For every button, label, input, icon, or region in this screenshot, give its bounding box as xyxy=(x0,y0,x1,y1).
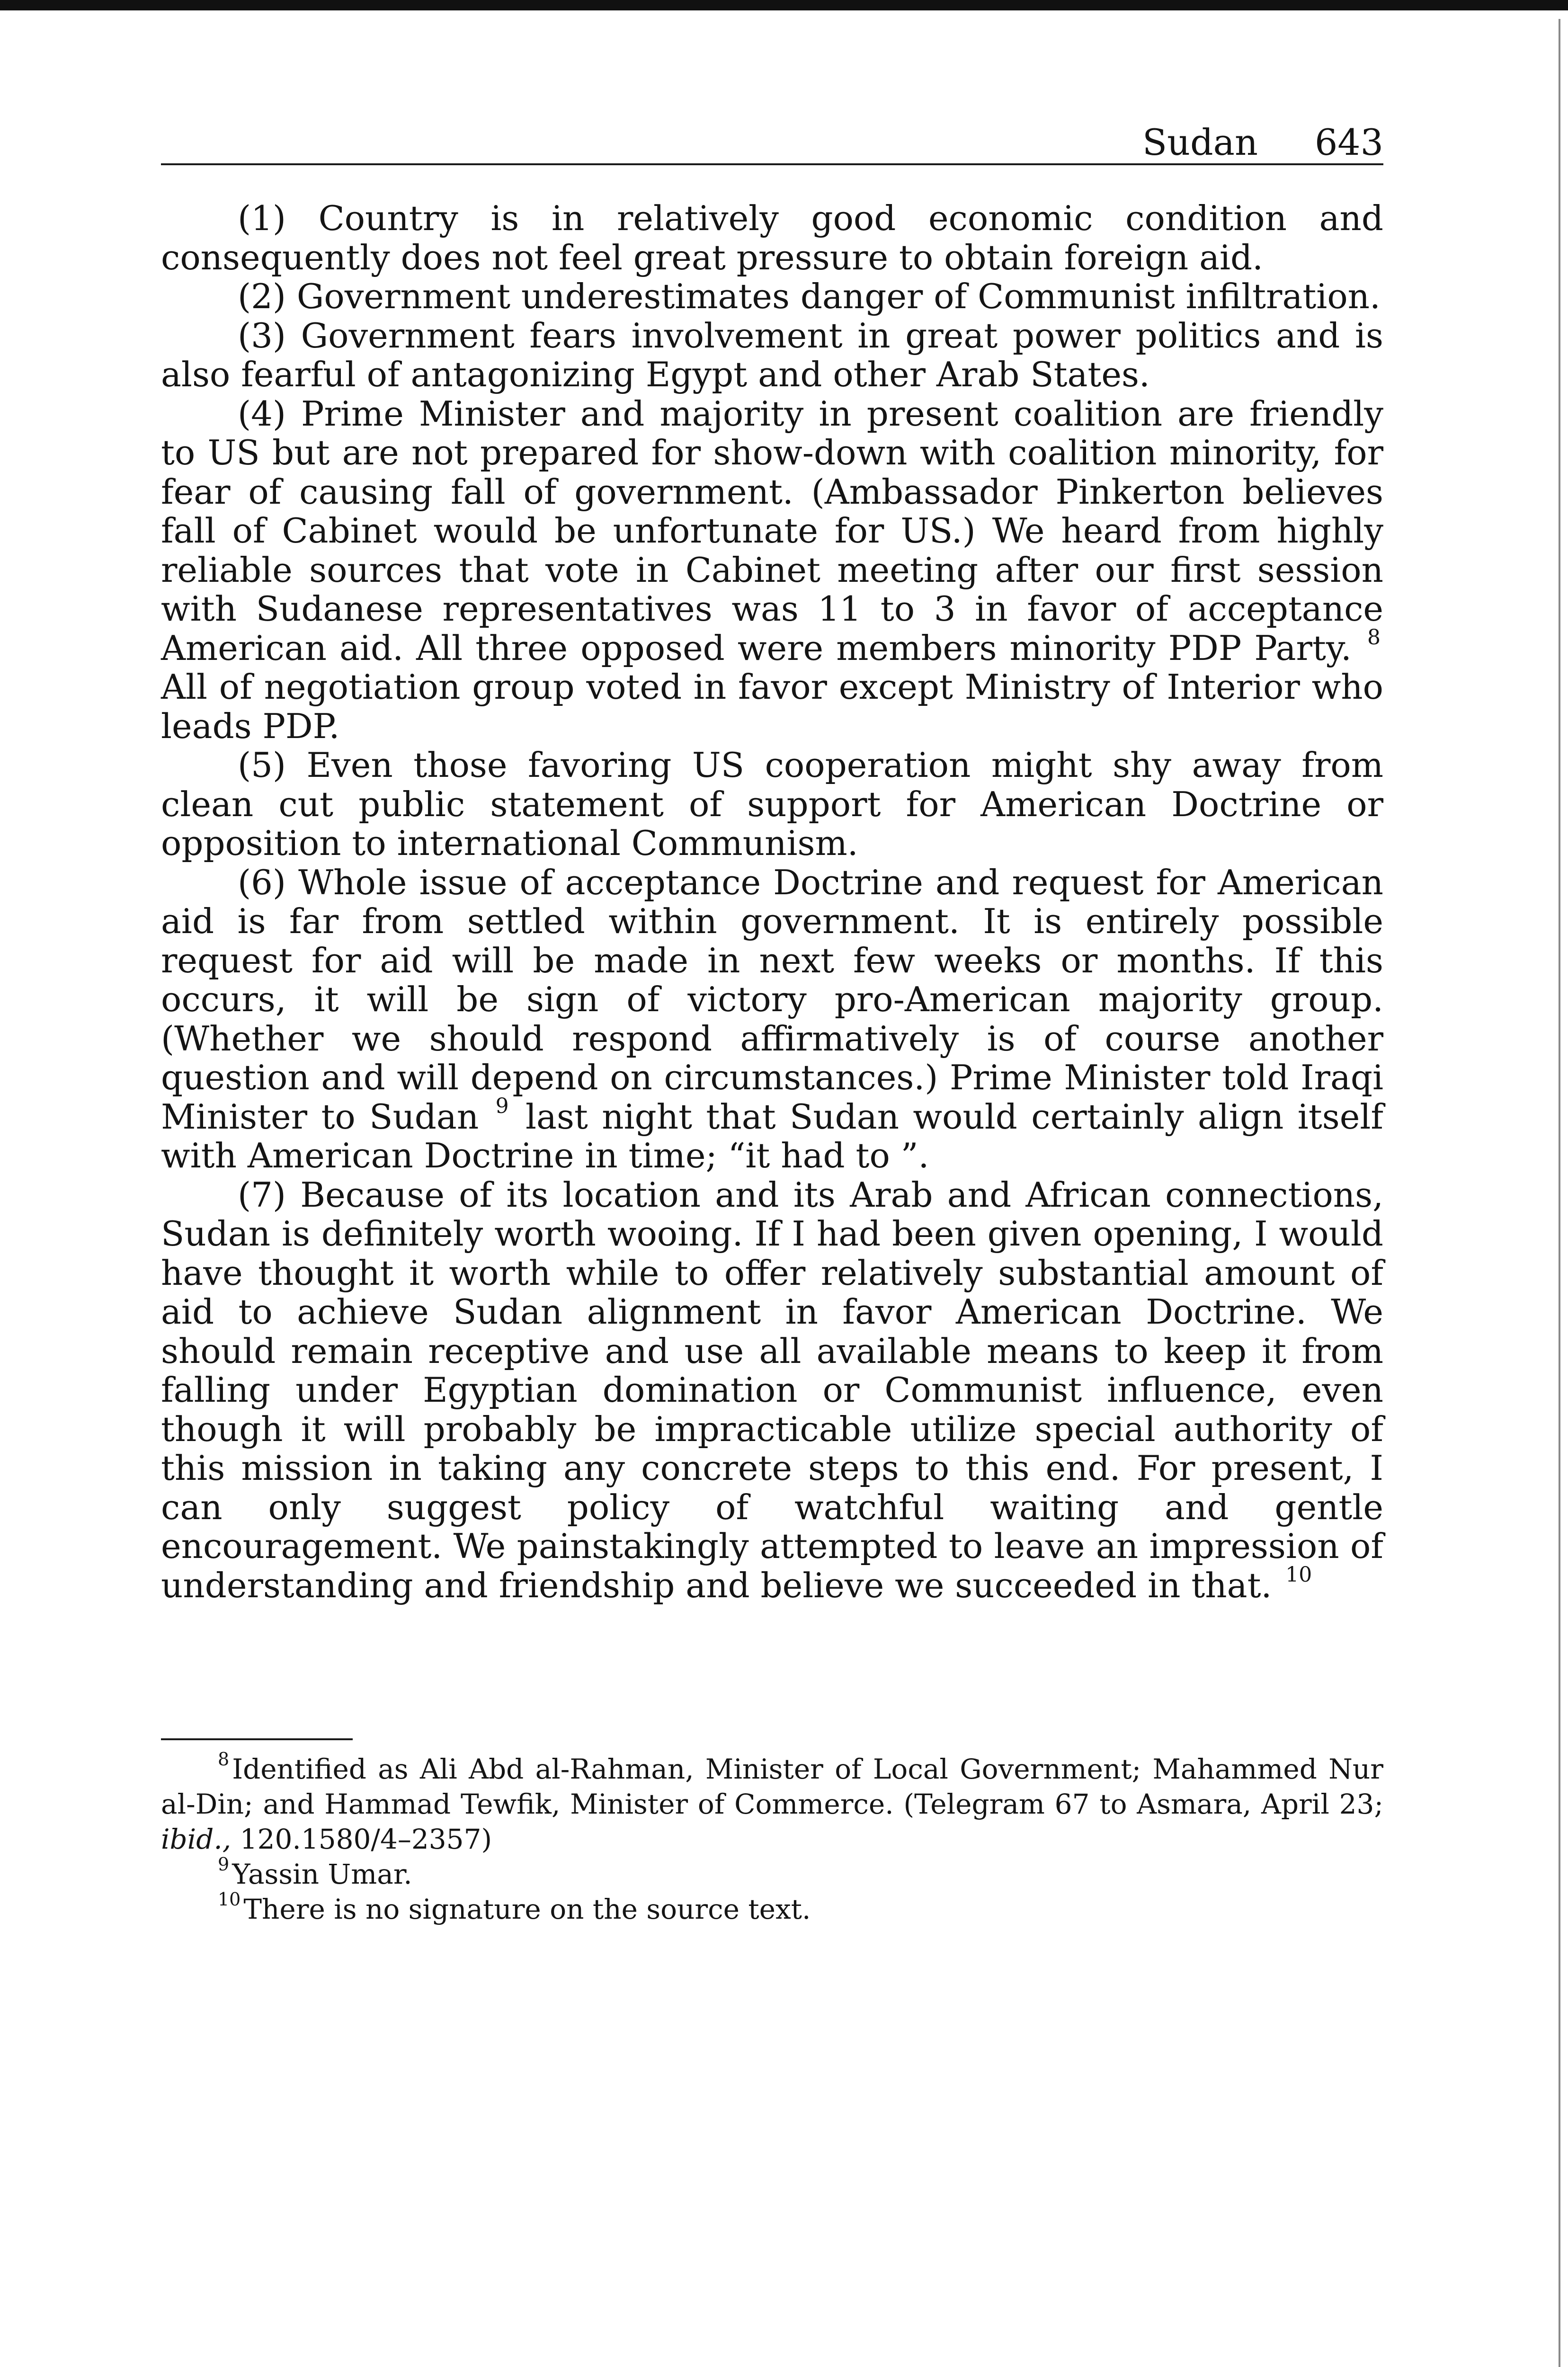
footnote-mark: 8 xyxy=(218,1748,230,1770)
running-title: Sudan xyxy=(1142,121,1258,163)
body-text xyxy=(161,199,1383,1605)
paragraph-text: (6) Whole issue of acceptance Doctrine and request for American aid is far from settled within government. It is entirely possible request for aid will be made in next few weeks or months. If this occurs, it will be sign of victory pro-American majority group. (Whether we should respond affirmatively is of course another question and will depend on circumstances.) Prime Minister told Iraqi Minister to Sudan xyxy=(161,862,1383,1137)
scan-top-border xyxy=(0,0,1568,10)
paragraph-text: last night that Sudan would certainly align itself with American Doctrine in time; “it had to ”. xyxy=(161,1096,1383,1175)
paragraph-text: (5) Even those favoring US cooperation might shy away from clean cut public statement of support for American Doctrine or opposition to international Communism. xyxy=(161,745,1383,863)
paragraph-6 xyxy=(161,863,1383,1175)
footnote-9 xyxy=(161,1853,1383,1892)
running-head xyxy=(1142,121,1383,163)
footnote-ref-10[interactable]: 10 xyxy=(1285,1562,1312,1587)
footnotes xyxy=(161,1748,1383,1927)
paragraph-5 xyxy=(161,746,1383,863)
paragraph-3 xyxy=(161,316,1383,394)
footnote-text: There is no signature on the source text. xyxy=(243,1893,811,1925)
paragraph-text: (4) Prime Minister and majority in present coalition are friendly to US but are not prepared for show-down with coalition minority, for fear of causing fall of government. (Ambassador Pinkerton believes fall of Cabinet would be unfortunate for US.) We heard from highly reliable sources that vote in Cabinet meeting after our first session with Sudanese representatives was 11 to 3 in favor of acceptance American aid. All three opposed were members minority PDP Party. xyxy=(161,393,1383,668)
footnote-8 xyxy=(161,1748,1383,1857)
paragraph-7 xyxy=(161,1175,1383,1605)
footnote-italic: ibid., xyxy=(161,1823,232,1855)
footnote-text: Identified as Ali Abd al-Rahman, Minister of Local Government; Mahammed Nur al-Din; and Hammad Tewfik, Minister of Commerce. (Telegram 67 to Asmara, April 23; xyxy=(161,1753,1383,1820)
scan-right-edge xyxy=(1559,19,1560,2367)
paragraph-text: All of negotiation group voted in favor except Ministry of Interior who leads PDP. xyxy=(161,667,1383,746)
footnote-mark: 9 xyxy=(218,1853,230,1875)
footnote-10 xyxy=(161,1888,1383,1927)
paragraph-2 xyxy=(161,277,1383,316)
paragraph-4 xyxy=(161,394,1383,746)
footnote-divider xyxy=(161,1738,353,1740)
paragraph-text: (1) Country is in relatively good economic condition and consequently does not feel great pressure to obtain foreign aid. xyxy=(161,198,1383,277)
footnote-ref-8[interactable]: 8 xyxy=(1367,625,1381,650)
paragraph-text: (2) Government underestimates danger of Communist infiltration. xyxy=(238,276,1381,316)
footnote-ref-9[interactable]: 9 xyxy=(495,1094,509,1118)
paragraph-text: (7) Because of its location and its Arab and African connections, Sudan is definitely worth wooing. If I had been given opening, I would have thought it worth while to offer relatively substantial amount of aid to achieve Sudan alignment in favor American Doctrine. We should remain receptive and use all available means to keep it from falling under Egyptian domination or Communist influence, even though it will probably be impracticable utilize special authority of this mission in taking any concrete steps to this end. For present, I can only suggest policy of watchful waiting and gentle encouragement. We painstakingly attempted to leave an impression of understanding and friendship and believe we succeeded in that. xyxy=(161,1175,1383,1605)
paragraph-1 xyxy=(161,199,1383,277)
page-number: 643 xyxy=(1314,121,1383,163)
paragraph-text: (3) Government fears involvement in great power politics and is also fearful of antagonizing Egypt and other Arab States. xyxy=(161,315,1383,394)
footnote-text: 120.1580/4–2357) xyxy=(240,1823,492,1855)
footnote-mark: 10 xyxy=(218,1888,241,1910)
page-header xyxy=(161,121,1383,165)
footnote-text: Yassin Umar. xyxy=(232,1858,412,1890)
